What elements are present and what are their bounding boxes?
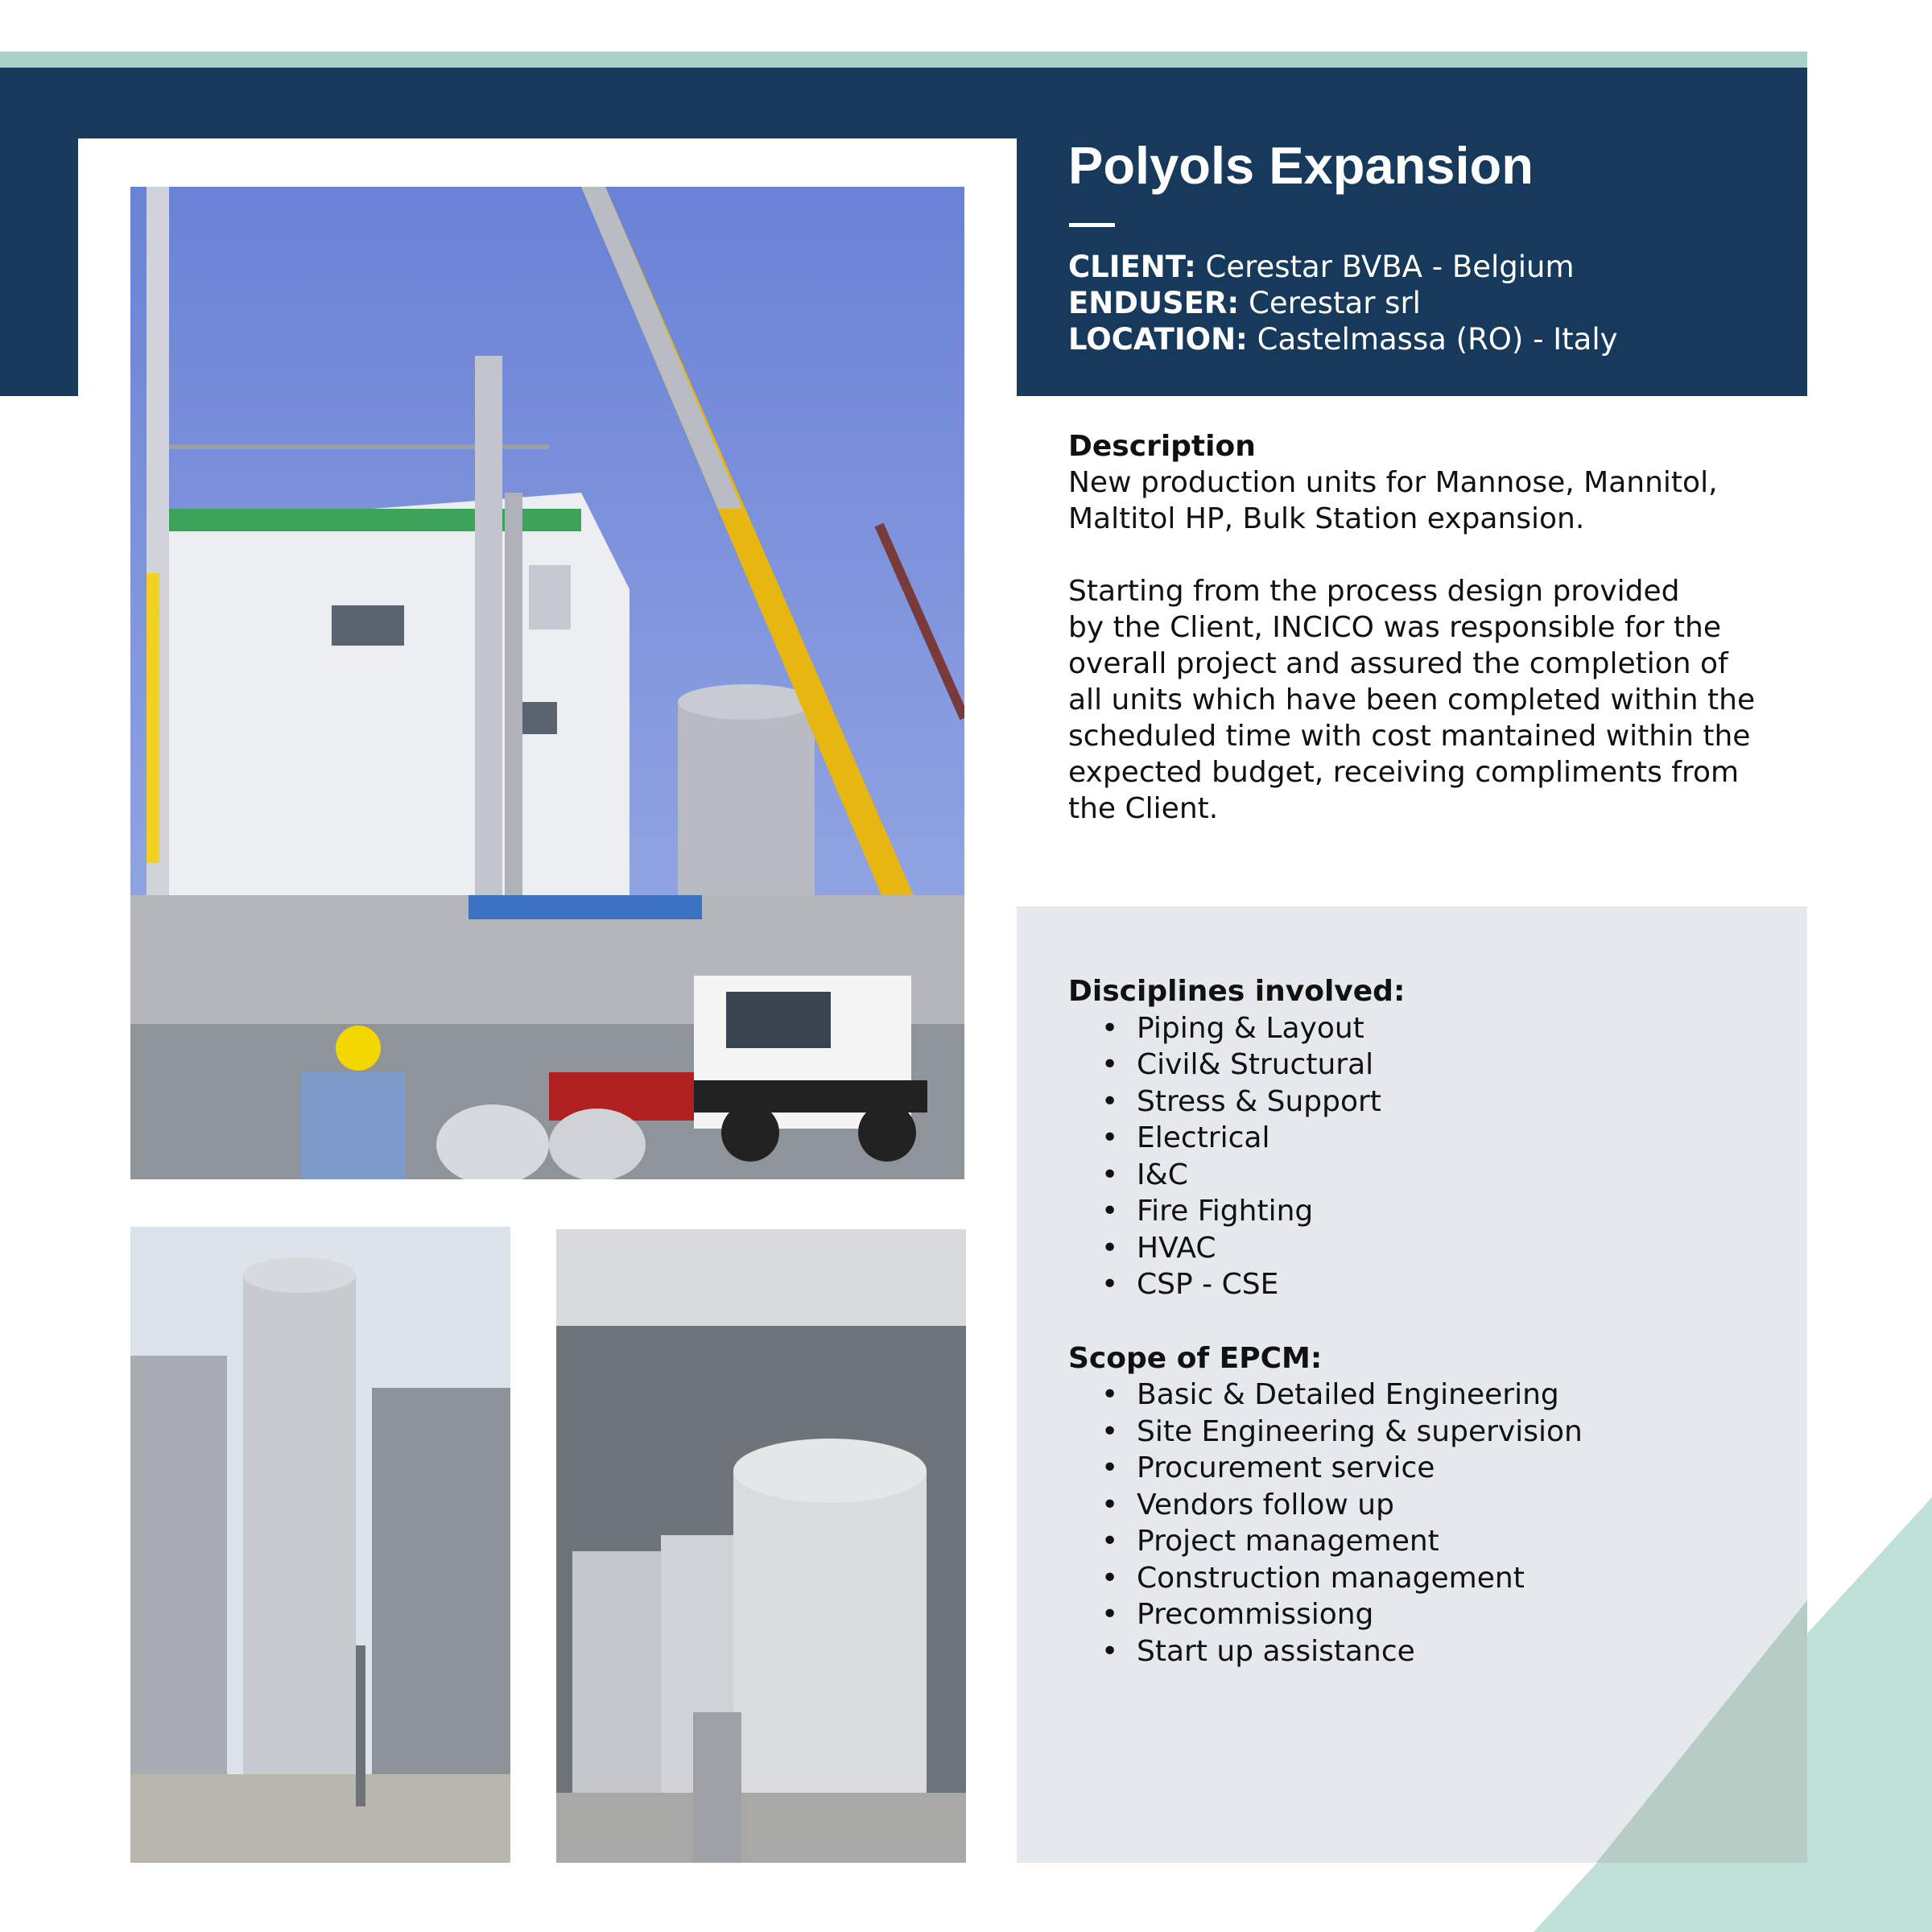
client-line [1068, 249, 1618, 285]
location-label: LOCATION: [1068, 322, 1248, 357]
list-item: • Procurement service [1068, 1450, 1583, 1487]
silos-photo [130, 1227, 510, 1863]
list-item: • Fire Fighting [1068, 1193, 1583, 1230]
page-title: Polyols Expansion [1068, 136, 1534, 195]
list-item: • Construction management [1068, 1560, 1583, 1597]
description-line: New production units for Mannose, Mannitol, [1068, 466, 1718, 499]
location-line [1068, 321, 1618, 357]
list-item: • Civil& Structural [1068, 1046, 1583, 1084]
list-item: • Site Engineering & supervision [1068, 1414, 1583, 1451]
description-section [1068, 428, 1761, 827]
description-paragraph-line: overall project and assured the completion of [1068, 647, 1728, 680]
description-paragraph-line: Starting from the process design provided [1068, 575, 1680, 608]
process-tanks-photo [556, 1229, 966, 1863]
scope-list [1068, 1377, 1583, 1670]
list-item: • Vendors follow up [1068, 1487, 1583, 1524]
description-line: Maltitol HP, Bulk Station expansion. [1068, 502, 1585, 535]
description-paragraph-line: scheduled time with cost mantained within the [1068, 720, 1751, 753]
list-item: • Electrical [1068, 1120, 1583, 1157]
description-paragraph-line: all units which have been completed within the [1068, 683, 1756, 716]
disciplines-heading: Disciplines involved: [1068, 975, 1406, 1008]
description-paragraph-line: expected budget, receiving compliments from [1068, 756, 1740, 789]
list-item: • HVAC [1068, 1230, 1583, 1267]
description-heading: Description [1068, 430, 1256, 463]
list-item: • Piping & Layout [1068, 1010, 1583, 1047]
enduser-value: Cerestar srl [1239, 286, 1421, 320]
list-item: • Start up assistance [1068, 1633, 1583, 1670]
project-meta [1068, 249, 1618, 357]
description-paragraph-line: by the Client, INCICO was responsible for the [1068, 611, 1721, 644]
enduser-label: ENDUSER: [1068, 286, 1240, 320]
description-paragraph-line: the Client. [1068, 792, 1219, 825]
location-value: Castelmassa (RO) - Italy [1247, 322, 1618, 357]
disciplines-list [1068, 1010, 1583, 1303]
client-value: Cerestar BVBA - Belgium [1195, 250, 1575, 284]
scope-heading: Scope of EPCM: [1068, 1341, 1323, 1375]
title-underline [1069, 223, 1115, 227]
list-item: • Stress & Support [1068, 1084, 1583, 1121]
enduser-line [1068, 285, 1618, 321]
list-item: • CSP - CSE [1068, 1266, 1583, 1303]
construction-site-photo [130, 187, 964, 1179]
list-item: • Basic & Detailed Engineering [1068, 1377, 1583, 1414]
list-item: • Precommissiong [1068, 1596, 1583, 1633]
list-item: • Project management [1068, 1523, 1583, 1560]
client-label: CLIENT: [1068, 250, 1196, 284]
details-lists [1068, 973, 1583, 1670]
list-item: • I&C [1068, 1157, 1583, 1194]
